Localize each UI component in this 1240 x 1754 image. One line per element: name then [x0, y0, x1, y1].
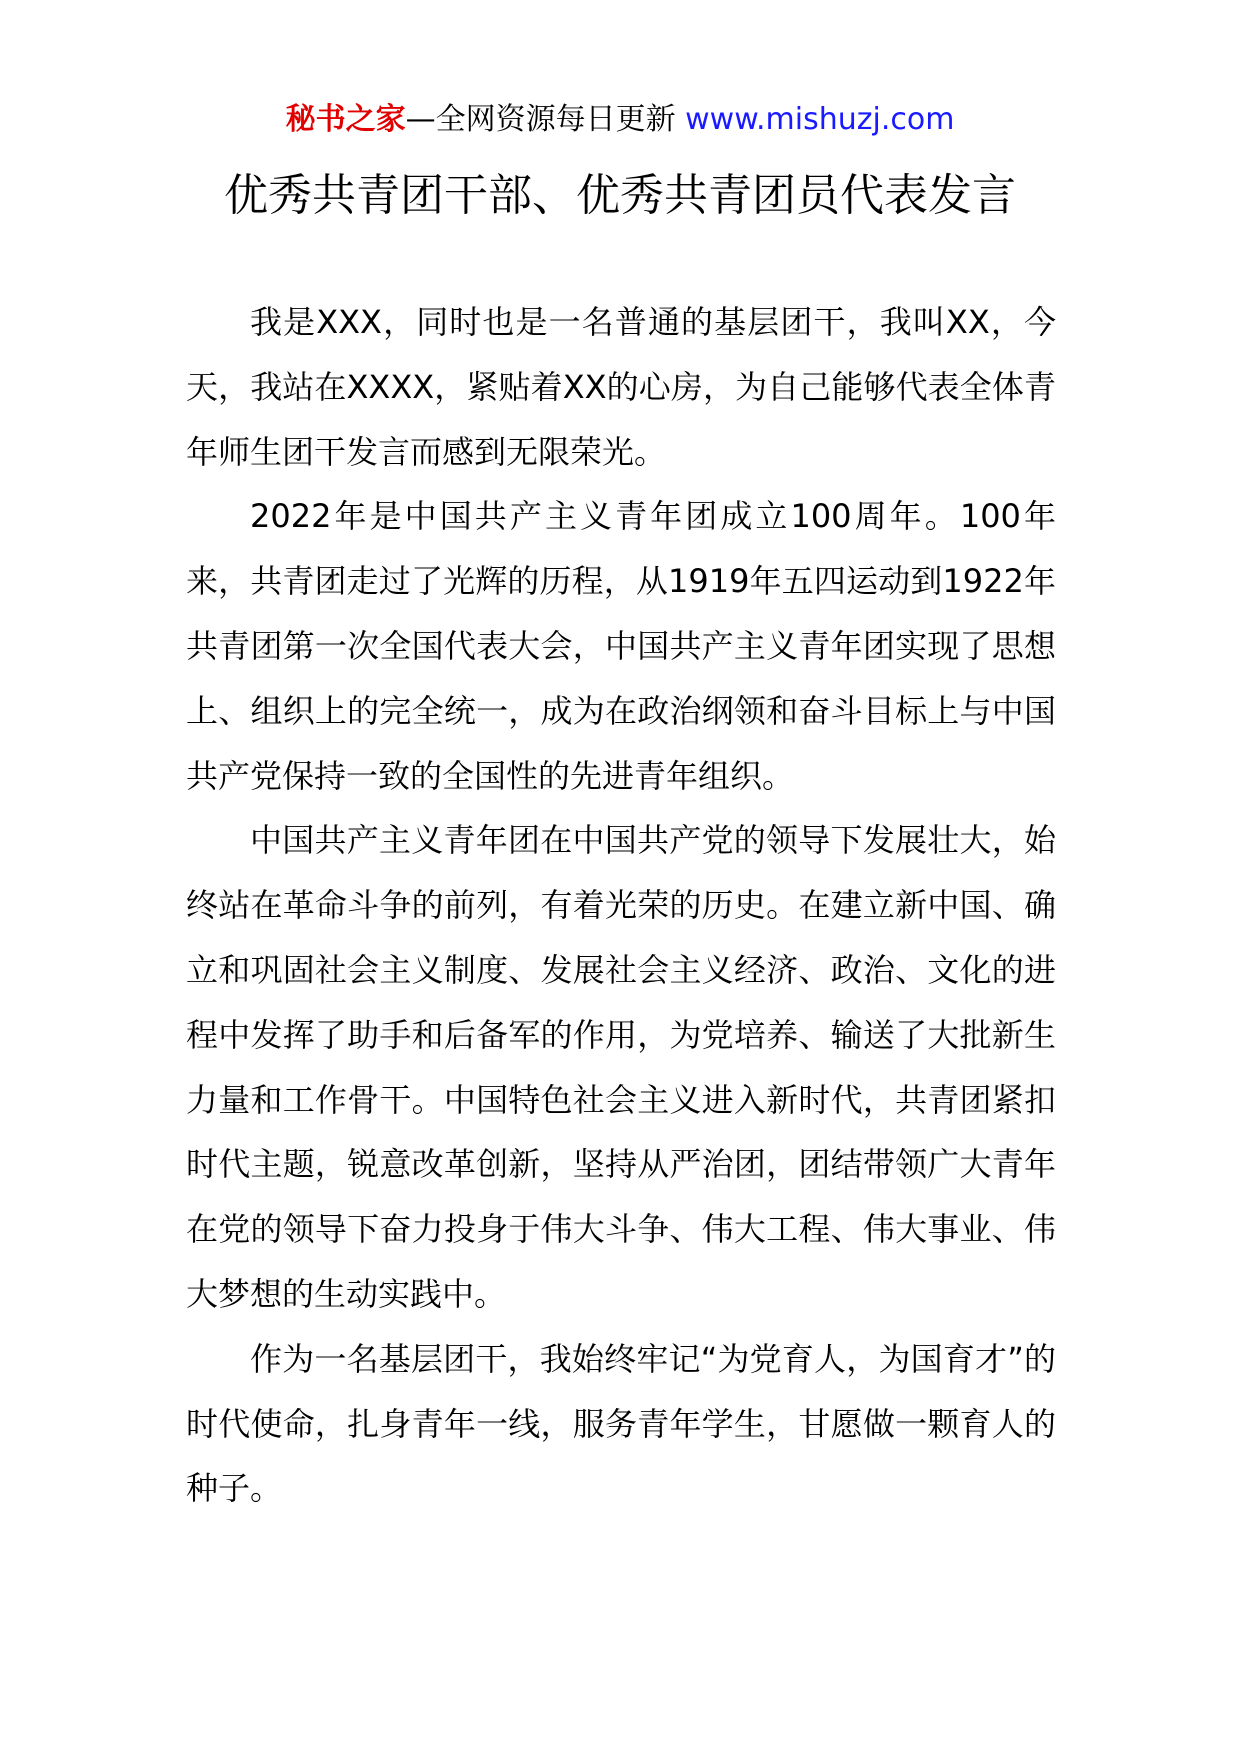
paragraph-history: 2022年是中国共产主义青年团成立100周年。100年来，共青团走过了光辉的历程，从1919年五四运动到1922年共青团第一次全国代表大会，中国共产主义青年团实现了思想上、组织上的完全统一，成为在政治纲领和奋斗目标上与中国共产党保持一致的全国性的先进青年组织。: [186, 497, 1056, 795]
site-url-link[interactable]: www.mishuzj.com: [685, 102, 955, 137]
site-brand: 秘书之家: [285, 102, 406, 137]
site-tagline: —全网资源每日更新: [405, 102, 686, 137]
site-header: [0, 100, 1240, 140]
document-body: [186, 290, 1056, 1521]
paragraph-mission: 作为一名基层团干，我始终牢记“为党育人，为国育才”的时代使命，扎身青年一线，服务青年学生，甘愿做一颗育人的种子。: [186, 1339, 1056, 1508]
document-title: 优秀共青团干部、优秀共青团员代表发言: [224, 170, 1016, 221]
paragraph-introduction: 我是XXX，同时也是一名普通的基层团干，我叫XX，今天，我站在XXXX，紧贴着XX的心房，为自己能够代表全体青年师生团干发言而感到无限荣光。: [186, 303, 1056, 471]
paragraph-achievements: 中国共产主义青年团在中国共产党的领导下发展壮大，始终站在革命斗争的前列，有着光荣的历史。在建立新中国、确立和巩固社会主义制度、发展社会主义经济、政治、文化的进程中发挥了助手和后备军的作用，为党培养、输送了大批新生力量和工作骨干。中国特色社会主义进入新时代，共青团紧扣时代主题，锐意改革创新，坚持从严治团，团结带领广大青年在党的领导下奋力投身于伟大斗争、伟大工程、伟大事业、伟大梦想的生动实践中。: [186, 821, 1056, 1313]
